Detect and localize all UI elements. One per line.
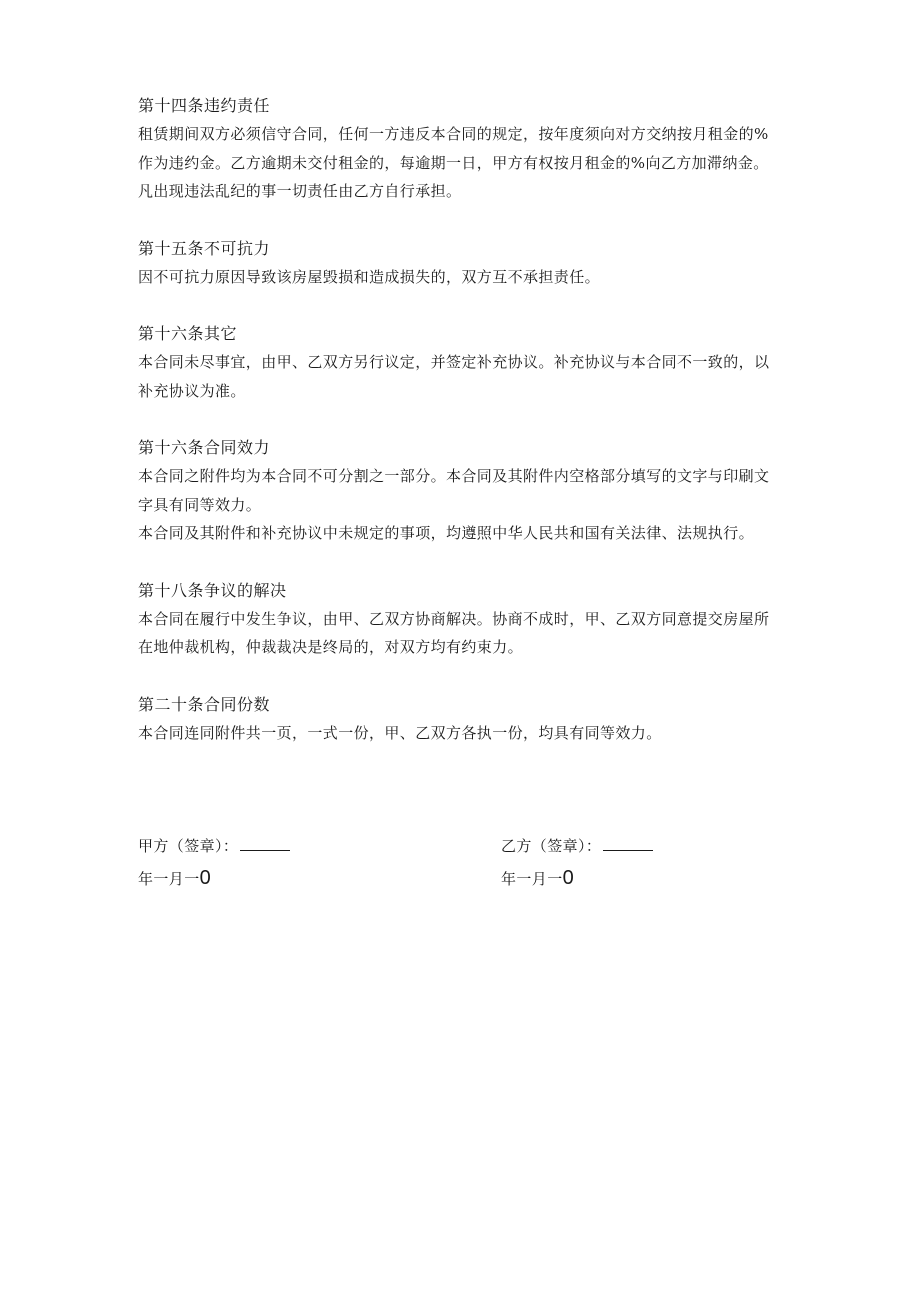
party-a-signature — [138, 832, 290, 893]
section-breach-liability — [138, 92, 778, 206]
party-b-date — [501, 864, 653, 893]
section-paragraph: 本合同在履行中发生争议，由甲、乙双方协商解决。协商不成时，甲、乙双方同意提交房屋所在地仲裁机构，仲裁裁决是终局的，对双方均有约束力。 — [138, 609, 770, 656]
section-other — [138, 320, 778, 405]
contract-body — [138, 92, 778, 776]
section-copies — [138, 691, 778, 748]
party-b-date-zero: 0 — [562, 867, 575, 889]
section-heading: 第十八条争议的解决 — [138, 580, 287, 600]
section-force-majeure — [138, 235, 778, 292]
section-paragraph: 本合同及其附件和补充协议中未规定的事项，均遵照中华人民共和国有关法律、法规执行。 — [138, 524, 755, 542]
party-a-date-zero: 0 — [199, 867, 212, 889]
section-paragraph: 本合同之附件均为本合同不可分割之一部分。本合同及其附件内空格部分填写的文字与印刷文字具有同等效力。 — [138, 467, 770, 514]
party-b-signature-blank[interactable] — [603, 838, 653, 851]
section-heading: 第十六条其它 — [138, 324, 238, 343]
section-paragraph: 租赁期间双方必须信守合同，任何一方违反本合同的规定，按年度须向对方交纳按月租金的%作为违约金。乙方逾期未交付租金的，每逾期一日，甲方有权按月租金的%向乙方加滞纳金。 — [138, 125, 769, 172]
party-b-signature — [501, 832, 653, 893]
section-paragraph: 本合同未尽事宜，由甲、乙双方另行议定，并签定补充协议。补充协议与本合同不一致的，以补充协议为准。 — [138, 353, 770, 400]
party-a-date-text: 年一月一 — [138, 870, 200, 888]
section-contract-validity — [138, 434, 778, 548]
party-b-signature-line — [501, 832, 653, 860]
section-paragraph: 凡出现违法乱纪的事一切责任由乙方自行承担。 — [138, 182, 462, 200]
section-heading: 第十四条违约责任 — [138, 96, 271, 115]
signature-block — [138, 832, 778, 902]
section-paragraph: 本合同连同附件共一页，一式一份，甲、乙双方各执一份，均具有同等效力。 — [138, 723, 662, 742]
party-a-date — [138, 864, 290, 893]
section-dispute-resolution — [138, 577, 778, 662]
section-paragraph: 因不可抗力原因导致该房屋毁损和造成损失的，双方互不承担责任。 — [138, 267, 601, 286]
party-a-signature-line — [138, 832, 290, 860]
party-a-label: 甲方（签章）： — [138, 837, 239, 855]
section-heading: 第二十条合同份数 — [138, 694, 271, 714]
party-a-signature-blank[interactable] — [240, 838, 290, 851]
section-heading: 第十五条不可抗力 — [138, 238, 271, 258]
section-heading: 第十六条合同效力 — [138, 438, 271, 457]
party-b-date-text: 年一月一 — [501, 870, 563, 888]
party-b-label: 乙方（签章）： — [501, 837, 602, 855]
